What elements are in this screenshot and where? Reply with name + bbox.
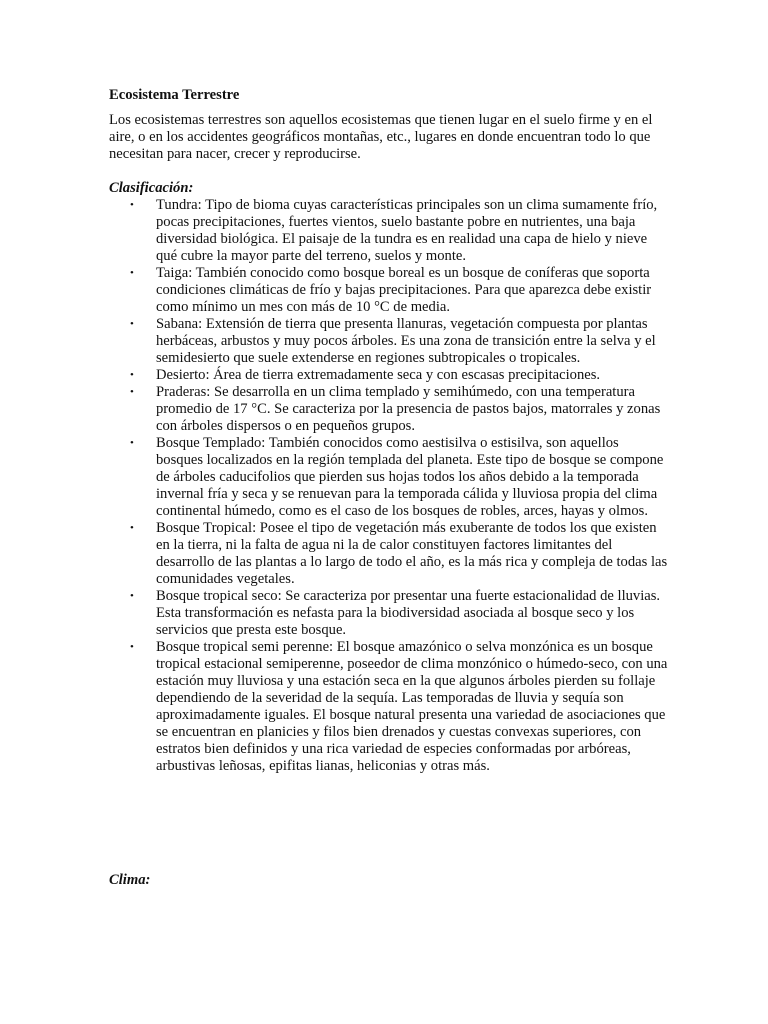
- list-item-text: Bosque tropical semi perenne: El bosque amazónico o selva monzónica es un bosque tropical estacional semiperenne, poseedor de clima monzónico o húmedo-seco, con una estación muy lluviosa y una estación seca en la que algunos árboles pierden su follaje dependiendo de la severidad de la sequía. Las temporadas de lluvia y sequía son aproximadamente iguales. El bosque natural presenta una variedad de asociaciones que se encuentran en planicies y filos bien drenados y cuestas convexas superiores, con estratos bien definidos y una rica variedad de especies conformadas por arbóreas, arbustivas leñosas, epifitas lianas, heliconias y otras más.: [156, 639, 668, 774]
- list-item-bosque-templado: [109, 435, 669, 520]
- bullet-icon: •: [130, 437, 134, 449]
- classification-list: [109, 197, 669, 775]
- bullet-icon: •: [130, 318, 134, 330]
- bullet-icon: •: [130, 641, 134, 653]
- bullet-icon: •: [130, 199, 134, 211]
- list-item-text: Taiga: También conocido como bosque boreal es un bosque de coníferas que soporta condiciones climáticas de frío y bajas precipitaciones. Para que aparezca debe existir como mínimo un mes con más de 10 °C de media.: [156, 265, 652, 315]
- bullet-icon: •: [130, 522, 134, 534]
- list-item-text: Bosque tropical seco: Se caracteriza por presentar una fuerte estacionalidad de lluvias. Esta transformación es nefasta para la biodiversidad asociada al bosque seco y los servicios que presta este bosque.: [156, 588, 661, 638]
- list-item-text: Desierto: Área de tierra extremadamente seca y con escasas precipitaciones.: [156, 367, 601, 383]
- list-item-tundra: [109, 197, 669, 265]
- document-body: [109, 87, 669, 775]
- list-item-bosque-tropical-semi-perenne: [109, 639, 669, 775]
- list-item-taiga: [109, 265, 669, 316]
- list-item-text: Praderas: Se desarrolla en un clima templado y semihúmedo, con una temperatura promedio de 17 °C. Se caracteriza por la presencia de pastos bajos, matorrales y zonas con árboles dispersos o en pequeños grupos.: [156, 384, 661, 434]
- intro-paragraph: Los ecosistemas terrestres son aquellos ecosistemas que tienen lugar en el suelo firme y en el aire, o en los accidentes geográficos montañas, etc., lugares en donde encuentran todo lo que necesitan para nacer, crecer y reproducirse.: [109, 112, 653, 162]
- list-item-text: Bosque Tropical: Posee el tipo de vegetación más exuberante de todos los que existen en la tierra, ni la falta de agua ni la de calor constituyen factores limitantes del desarrollo de las plantas a lo largo de todo el año, es la más rica y compleja de todas las comunidades vegetales.: [156, 520, 668, 587]
- list-item-text: Tundra: Tipo de bioma cuyas características principales son un clima sumamente frío, pocas precipitaciones, fuertes vientos, suelo bastante pobre en nutrientes, una baja diversidad biológica. El paisaje de la tundra es en realidad una capa de hielo y nieve qué cubre la mayor parte del terreno, suelos y monte.: [156, 197, 658, 264]
- list-item-praderas: [109, 384, 669, 435]
- bullet-icon: •: [130, 267, 134, 279]
- list-item-bosque-tropical-seco: [109, 588, 669, 639]
- list-item-desierto: [109, 367, 669, 384]
- list-item-bosque-tropical: [109, 520, 669, 588]
- classification-heading: Clasificación:: [109, 180, 194, 196]
- bullet-icon: •: [130, 369, 134, 381]
- bullet-icon: •: [130, 386, 134, 398]
- list-item-text: Sabana: Extensión de tierra que presenta llanuras, vegetación compuesta por plantas herbáceas, arbustos y muy pocos árboles. Es una zona de transición entre la selva y el semidesierto que suele extenderse en regiones subtropicales o tropicales.: [156, 316, 656, 366]
- climate-heading: Clima:: [109, 871, 151, 888]
- list-item-text: Bosque Templado: También conocidos como aestisilva o estisilva, son aquellos bosques localizados en la región templada del planeta. Este tipo de bosque se compone de árboles caducifolios que pierden sus hojas todos los años debido a la temporada invernal fría y seca y se renuevan para la temporada cálida y lluviosa propia del clima continental húmedo, como es el caso de los bosques de robles, arces, hayas y olmos.: [156, 435, 664, 519]
- document-title: Ecosistema Terrestre: [109, 87, 240, 103]
- list-item-sabana: [109, 316, 669, 367]
- bullet-icon: •: [130, 590, 134, 602]
